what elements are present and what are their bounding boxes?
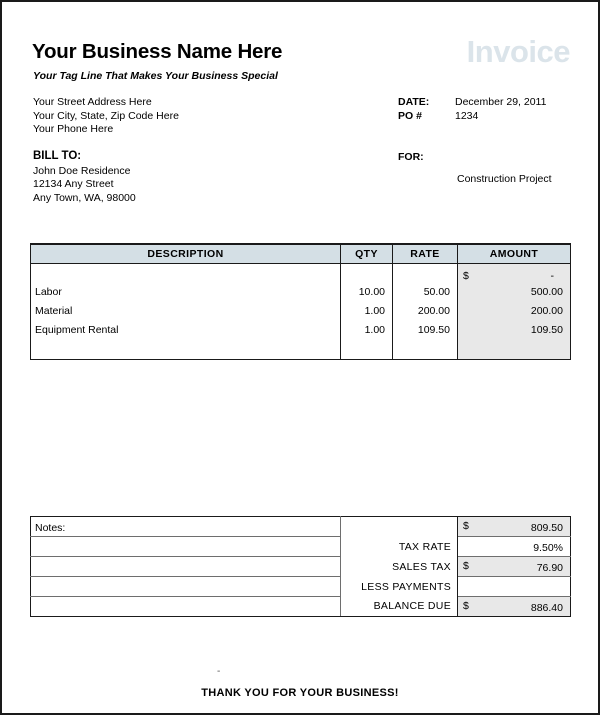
totals-value-less-payments[interactable]: [458, 577, 571, 597]
table-row[interactable]: [31, 283, 571, 302]
cell-amount[interactable]: 109.50: [458, 321, 571, 340]
notes-label-cell[interactable]: [31, 517, 341, 537]
date-label: DATE:: [398, 96, 430, 108]
totals-label-less-payments: LESS PAYMENTS: [341, 577, 458, 597]
cell-amount[interactable]: 500.00: [458, 283, 571, 302]
po-value: 1234: [455, 109, 479, 122]
footer-dash-mark: -: [217, 666, 221, 677]
less-payments-amount: [458, 585, 563, 588]
thank-you-message: THANK YOU FOR YOUR BUSINESS!: [201, 687, 399, 699]
cell-description[interactable]: [31, 264, 341, 284]
header-description: DESCRIPTION: [31, 244, 341, 264]
table-row[interactable]: [31, 264, 571, 284]
bill-to-line-1: John Doe Residence: [33, 164, 131, 177]
totals-label-balance-due: BALANCE DUE: [341, 597, 458, 617]
cell-description[interactable]: Material: [31, 302, 341, 321]
totals-row-tax-rate: [31, 537, 571, 557]
currency-symbol: $: [463, 520, 469, 532]
header-amount: AMOUNT: [458, 244, 571, 264]
totals-value-sales-tax: [458, 557, 571, 577]
cell-amount[interactable]: [458, 264, 571, 284]
address-line-2: Your City, State, Zip Code Here: [33, 109, 179, 122]
totals-value-tax-rate[interactable]: [458, 537, 571, 557]
bill-to-heading: BILL TO:: [33, 150, 82, 162]
business-name: Your Business Name Here: [32, 40, 283, 63]
totals-value-balance-due: [458, 597, 571, 617]
notes-label: Notes:: [35, 522, 66, 534]
sales-tax-amount: 76.90: [536, 562, 563, 574]
header-rate: RATE: [393, 244, 458, 264]
for-heading: FOR:: [398, 151, 424, 163]
invoice-meta: [398, 96, 546, 123]
totals-row-sales-tax: [31, 557, 571, 577]
cell-qty[interactable]: 1.00: [341, 302, 393, 321]
table-row[interactable]: [31, 302, 571, 321]
line-items-table: [30, 243, 571, 360]
header-qty: QTY: [341, 244, 393, 264]
line-items-body: [31, 264, 571, 360]
subtotal-amount: 809.50: [530, 522, 563, 534]
currency-symbol: $: [463, 560, 469, 572]
cell-rate[interactable]: 200.00: [393, 302, 458, 321]
po-row: [398, 110, 546, 124]
cell-qty[interactable]: 10.00: [341, 283, 393, 302]
business-tagline: Your Tag Line That Makes Your Business Special: [33, 70, 278, 82]
cell-amount[interactable]: 200.00: [458, 302, 571, 321]
balance-due-amount: 886.40: [530, 602, 563, 614]
address-line-3: Your Phone Here: [33, 123, 114, 135]
cell-rate[interactable]: [393, 264, 458, 284]
invoice-title: Invoice: [466, 34, 570, 69]
date-row: [398, 96, 546, 110]
cell-description[interactable]: Labor: [31, 283, 341, 302]
notes-blank-line[interactable]: [31, 597, 341, 617]
address-line-1: Your Street Address Here: [33, 96, 152, 108]
po-label: PO #: [398, 109, 422, 122]
bill-to-line-3: Any Town, WA, 98000: [33, 191, 136, 204]
notes-blank-line[interactable]: [31, 537, 341, 557]
business-address: [33, 96, 179, 137]
cell-qty[interactable]: [341, 264, 393, 284]
date-value: December 29, 2011: [455, 96, 547, 108]
totals-row-balance-due: [31, 597, 571, 617]
invoice-header: [2, 2, 598, 238]
notes-blank-line[interactable]: [31, 557, 341, 577]
cell-amount-empty[interactable]: [458, 340, 571, 360]
notes-and-totals-table: [30, 516, 571, 617]
table-row[interactable]: [31, 321, 571, 340]
totals-label-sales-tax: SALES TAX: [341, 557, 458, 577]
totals-value-subtotal: [458, 517, 571, 537]
currency-symbol: $: [463, 600, 469, 612]
cell-qty-empty[interactable]: [341, 340, 393, 360]
cell-rate[interactable]: 109.50: [393, 321, 458, 340]
cell-qty[interactable]: 1.00: [341, 321, 393, 340]
table-header-row: [31, 244, 571, 264]
notes-blank-line[interactable]: [31, 577, 341, 597]
totals-label-tax-rate: TAX RATE: [341, 537, 458, 557]
table-empty-area[interactable]: [31, 340, 571, 360]
currency-symbol: $: [463, 270, 469, 282]
cell-description[interactable]: Equipment Rental: [31, 321, 341, 340]
tax-rate-value: 9.50%: [533, 542, 563, 554]
bill-to-block: [33, 150, 136, 205]
amount-value: -: [550, 270, 554, 282]
bill-to-line-2: 12134 Any Street: [33, 178, 114, 190]
totals-row-less-payments: [31, 577, 571, 597]
for-value: Construction Project: [457, 173, 552, 185]
totals-row-subtotal: [31, 517, 571, 537]
cell-rate-empty[interactable]: [393, 340, 458, 360]
cell-rate[interactable]: 50.00: [393, 283, 458, 302]
cell-description-empty[interactable]: [31, 340, 341, 360]
totals-label-subtotal: [341, 517, 458, 537]
for-block: [398, 151, 552, 185]
